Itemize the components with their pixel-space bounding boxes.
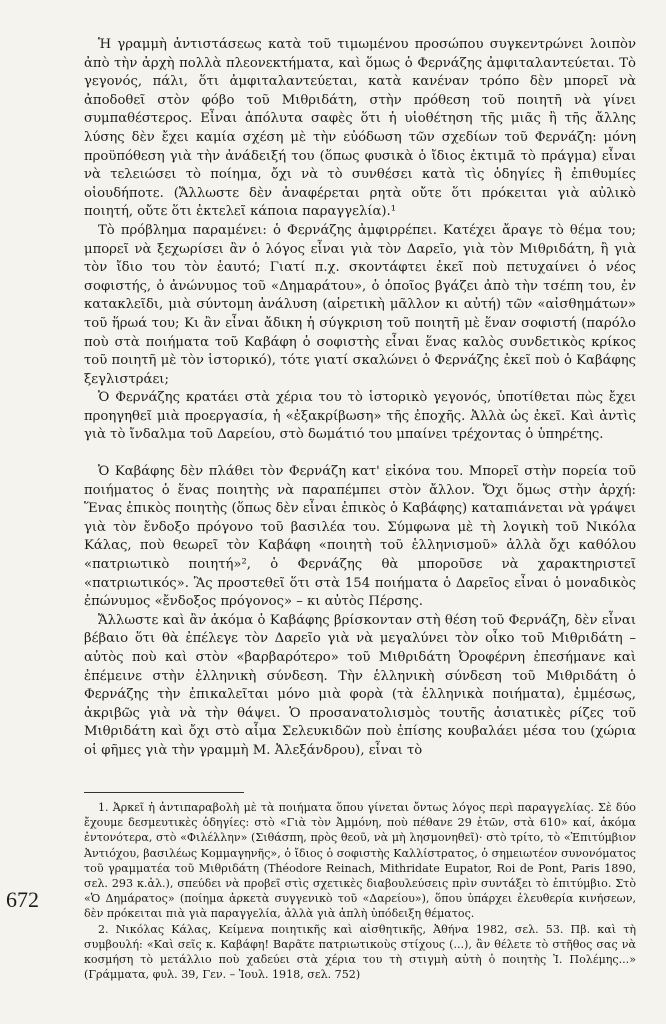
paragraph: Ἡ γραμμὴ ἀντιστάσεως κατὰ τοῦ τιμωμένου προσώπου συγκεντρώνει λοιπὸν ἀπὸ τὴν ἀρχὴ πολλὰ πλεονεκτήματα, καὶ ὅμως ὁ Φερνάζης ἀμφιταλαντεύεται. Τὸ γεγονός, πάλι, ὅτι ἀμφιταλαντεύεται, κατὰ κανέναν τρόπο δὲν μπορεῖ νὰ ἀποδοθεῖ στὸν φόβο τοῦ Μιθριδάτη, στὴν πρόθεση τοῦ ποιητῆ νὰ γίνει συμπαθέστερος. Εἶναι ἀπόλυτα σαφὲς ὅτι ἡ υἱοθέτηση τῆς μιᾶς ἢ τῆς ἄλλης λύσης δὲν ἔχει καμία σχέση μὲ τὴν εὐόδωση τῶν σχεδίων τοῦ Φερνάζη: μόνη προϋπόθεση γιὰ τὴν ἀνάδειξή του (ὅπως φυσικὰ ὁ ἴδιος ἐκτιμᾶ τὸ πράγμα) εἶναι νὰ τελειώσει τὸ ποίημα, ὄχι νὰ τὸ συνθέσει κατὰ τὶς ὁδηγίες ἢ ἐπιθυμίες οἱουδήποτε. (Ἄλλωστε δὲν ἀναφέρεται ρητὰ οὔτε ὅτι πρόκειται γιὰ αὐλικὸ ποιητή, οὔτε ὅτι ἐκτελεῖ κάποια παραγγελία).¹ bbox=[84, 37, 636, 220]
paragraph: Ὁ Καβάφης δὲν πλάθει τὸν Φερνάζη κατ' εἰκόνα του. Μπορεῖ στὴν πορεία τοῦ ποιήματος ὁ ἕνας ποιητὴς νὰ παραπέμπει στὸν ἄλλον. Ὄχι ὅμως στὴν ἀρχή: Ἕνας ἐπικὸς ποιητὴς (ὅπως δὲν εἶναι ἐπικὸς ὁ Καβάφης) καταπιάνεται νὰ γράψει γιὰ τὸν ἔνδοξο πρόγονο τοῦ βασιλέα του. Σύμφωνα μὲ τὴ λογικὴ τοῦ Νικόλα Κάλας, ποὺ θεωρεῖ τὸν Καβάφη «ποιητὴ τοῦ ἑλληνισμοῦ» ἀλλὰ ὄχι καθόλου «πατριωτικὸ ποιητή»², ὁ Φερνάζης θὰ μποροῦσε νὰ χαρακτηριστεῖ «πατριωτικός». Ἂς προστεθεῖ ὅτι στὰ 154 ποιήματα ὁ Δαρεῖος εἶναι ὁ μοναδικὸς ἐπώνυμος «ἔνδοξος πρόγονος» – κι αὐτὸς Πέρσης. bbox=[84, 464, 636, 610]
footnote: 2. Νικόλας Κάλας, Κείμενα ποιητικῆς καὶ αἰσθητικῆς, Ἀθήνα 1982, σελ. 53. Πβ. καὶ τὴ συμβουλή: «Καὶ σεῖς κ. Καβάφη! Βαρᾶτε πατριωτικοὺς στίχους (...), ἂν θέλετε τὸ στῆθος σας νὰ κοσμήση τὸ μετάλλιο ποὺ χαδεύει στὰ χέρια του τὴ στιγμὴ αὐτὴ ὁ ποιητὴς Ἰ. Πολέμης...» (Γράμματα, φυλ. 39, Γεν. – Ἰουλ. 1918, σελ. 752) bbox=[84, 922, 636, 982]
main-text-body bbox=[84, 36, 636, 761]
paragraph: Ὁ Φερνάζης κρατάει στὰ χέρια του τὸ ἱστορικὸ γεγονός, ὑποτίθεται πὼς ἔχει προηγηθεῖ μιὰ προεργασία, ἡ «ἐξακρίβωση» τῆς ἐποχῆς. Ἀλλὰ ὡς ἐκεῖ. Καὶ ἀντὶς γιὰ τὸ ἴνδαλμα τοῦ Δαρείου, στὸ δωμάτιό του μπαίνει τρέχοντας ὁ ὑπηρέτης. bbox=[84, 390, 636, 443]
section-gap bbox=[84, 445, 636, 463]
footnote: 1. Ἀρκεῖ ἡ ἀντιπαραβολὴ μὲ τὰ ποιήματα ὅπου γίνεται ὄντως λόγος περὶ παραγγελίας. Σὲ δύο ἔχουμε δεσμευτικὲς ὁδηγίες: στὸ «Γιὰ τὸν Ἀμμόνη, ποὺ πέθανε 29 ἐτῶν, στὰ 610» καί, ἀκόμα ἐντονότερα, στὸ «Φιλέλλην» (Σιθάσπη, πρὸς θεοῦ, νὰ μὴ λησμονηθεῖ)· στὸ τρίτο, τὸ «Ἐπιτύμβιον Ἀντιόχου, βασιλέως Κομμαγηνῆς», ὁ ἴδιος ὁ σοφιστὴς Καλλίστρατος, ὁ σημειωτέον συνονόματος τοῦ γραμματέα τοῦ Μιθριδάτη (Théodore Reinach, Mithridate Eupator, Roi de Pont, Paris 1890, σελ. 293 κ.ἀλ.), σπεύδει νὰ προβεῖ στὶς σχετικὲς διαβουλεύσεις πρὶν συντάξει τὸ ἐπιτύμβιο. Στὸ «Ὁ Δημάρατος» (ποίημα ἀρκετὰ συγγενικὸ τοῦ «Δαρείου»), ὅπου ὑπάρχει ἐλευθερία κινήσεων, δὲν πρόκειται πιὰ γιὰ παραγγελία, ἀλλὰ γιὰ ἁπλὴ ὑπόδειξη θέματος. bbox=[84, 801, 636, 921]
footnotes bbox=[84, 800, 636, 982]
paragraph: Τὸ πρόβλημα παραμένει: ὁ Φερνάζης ἀμφιρρέπει. Κατέχει ἄραγε τὸ θέμα του; μπορεῖ νὰ ξεχωρίσει ἂν ὁ λόγος εἶναι γιὰ τὸν Δαρεῖο, γιὰ τὸν Μιθριδάτη, ἢ γιὰ τὸν ἴδιο του τὸν ἑαυτό; Γιατί π.χ. σκοντάφτει ἐκεῖ ποὺ πετυχαίνει ὁ νέος σοφιστής, ὁ ἀνώνυμος τοῦ «Δημαράτου», ὁ ὁποῖος βγάζει ἀπὸ τὴν τσέπη του, ἐν κατακλεῖδι, μιὰ σύντομη ἀνάλυση (αἱρετικὴ μᾶλλον κι αὐτή) τῶν «αἰσθημάτων» τοῦ ἥρωά του; Κι ἂν εἶναι ἄδικη ἡ σύγκριση τοῦ ποιητῆ μὲ ἕναν σοφιστή (παρόλο ποὺ στὰ ποιήματα τοῦ Καβάφη ὁ σοφιστὴς εἶναι ἕνας καλὸς συνδετικὸς κρίκος τοῦ ποιητῆ μὲ τὸν ἱστορικό), τότε γιατί σκαλώνει ὁ Φερνάζης ἐκεῖ ποὺ ὁ Καβάφης ξεγλιστράει; bbox=[84, 222, 636, 387]
page-number: 672 bbox=[6, 887, 39, 912]
paragraph: Ἄλλωστε καὶ ἂν ἀκόμα ὁ Καβάφης βρίσκονταν στὴ θέση τοῦ Φερνάζη, δὲν εἶναι βέβαιο ὅτι θὰ ἐπέλεγε τὸν Δαρεῖο γιὰ νὰ μεγαλύνει τὸν οἶκο τοῦ Μιθριδάτη –αὐτὸς ποὺ καὶ στὸν «βαρβαρότερο» τοῦ Μιθριδάτη Ὀροφέρνη ἐπεσήμανε καὶ ἐπέμεινε στὴν ἑλληνικὴ σύνδεση. Τὴν ἑλληνικὴ σύνδεση τοῦ Μιθριδάτη ὁ Φερνάζης τὴν ἐπικαλεῖται μόνο μιὰ φορὰ (τὰ ἑλληνικὰ ποιήματα), ἐμμέσως, ἀκριβῶς γιὰ νὰ τὴν θάψει. Ὁ προσανατολισμὸς τουτῆς ἀσιατικὲς ρίζες τοῦ Μιθριδάτη καὶ ὄχι στὸ αἷμα Σελευκιδῶν ποὺ ἐπίσης κουβαλάει μέσα του (χώρια οἱ φῆμες γιὰ τὴν γραμμὴ Μ. Ἀλεξάνδρου), εἶναι τὸ bbox=[84, 612, 636, 758]
footnote-divider bbox=[84, 792, 244, 793]
